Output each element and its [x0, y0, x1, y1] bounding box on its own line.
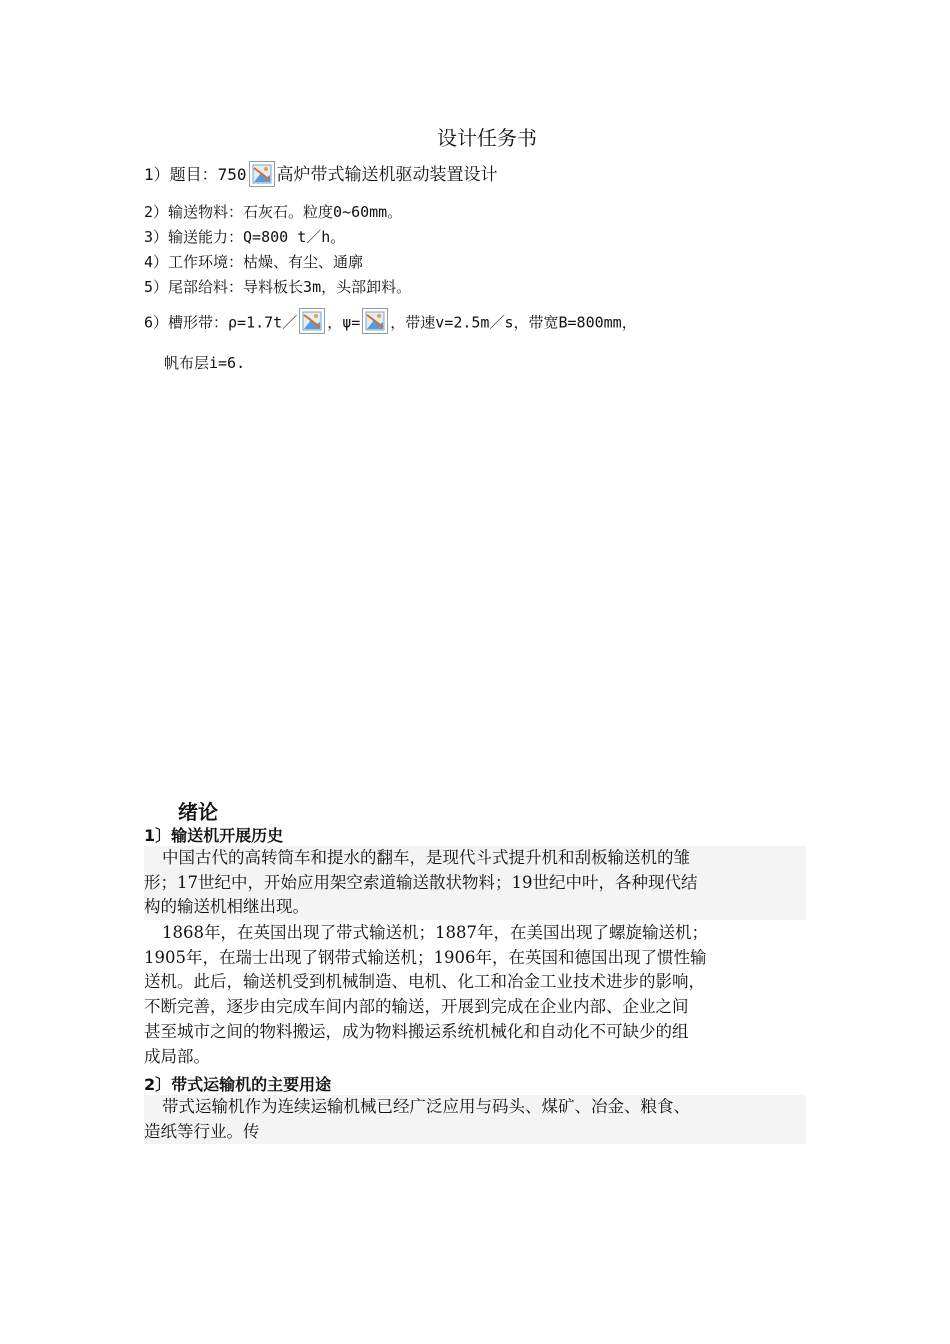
- task-item-capacity: 3）输送能力：Q=800 t／h。: [144, 228, 346, 246]
- paragraph-line: 1868年，在英国出现了带式输送机；1887年，在美国出现了螺旋输送机；: [162, 923, 708, 942]
- paragraph-line: 带式运输机作为连续运输机械已经广泛应用与码头、煤矿、冶金、粮食、: [162, 1097, 690, 1116]
- paragraph: [144, 921, 806, 1069]
- paragraph-line: 成局部。: [144, 1046, 210, 1066]
- section-title: 绪论: [178, 800, 218, 824]
- task-item-belt: [144, 310, 637, 336]
- paragraph: [144, 846, 806, 920]
- section-heading: 2〕带式运输机的主要用途: [144, 1075, 332, 1094]
- section-heading: 1〕输送机开展历史: [144, 826, 284, 845]
- task-item-material: 2）输送物料：石灰石。粒度0~60mm。: [144, 203, 403, 221]
- paragraph: [144, 1095, 806, 1144]
- task-item-belt-part-c: ，带速v=2.5m／s，带宽B=800mm，: [390, 313, 637, 332]
- broken-image-icon: [299, 308, 325, 334]
- task-item-topic-label: 1）题目：750: [144, 165, 247, 184]
- task-item-environment: 4）工作环境：枯燥、有尘、通廓: [144, 253, 364, 271]
- paragraph-line: 造纸等行业。传: [144, 1121, 260, 1141]
- task-item-feeding: 5）尾部给料：导料板长3m，头部卸料。: [144, 278, 412, 296]
- paragraph-line: 构的输送机相继出现。: [144, 897, 309, 917]
- paragraph-line: 形；17世纪中，开始应用架空索道输送散状物料；19世纪中叶，各种现代结: [144, 872, 698, 892]
- paragraph-line: 中国古代的高转筒车和提水的翻车，是现代斗式提升机和刮板输送机的雏: [162, 848, 690, 867]
- task-item-belt-continued: 帆布层i=6.: [164, 354, 246, 372]
- paragraph-line: 1905年，在瑞士出现了钢带式输送机；1906年，在英国和德国出现了惯性输: [144, 947, 707, 967]
- task-item-topic-text: 高炉带式输送机驱动装置设计: [276, 165, 498, 185]
- task-item-belt-part-a: 6）槽形带：ρ=1.7t／: [144, 313, 298, 332]
- broken-image-icon: [249, 161, 275, 187]
- page-title: 设计任务书: [437, 126, 537, 150]
- paragraph-line: 送机。此后，输送机受到机械制造、电机、化工和冶金工业技术进步的影响，: [144, 972, 705, 992]
- paragraph-line: 不断完善，逐步由完成车间内部的输送，开展到完成在企业内部、企业之间: [144, 997, 689, 1017]
- broken-image-icon: [362, 308, 388, 334]
- task-item-topic: [144, 160, 498, 189]
- paragraph-line: 甚至城市之间的物料搬运，成为物料搬运系统机械化和自动化不可缺少的组: [144, 1021, 689, 1041]
- task-item-belt-part-b: ，ψ=: [327, 313, 361, 332]
